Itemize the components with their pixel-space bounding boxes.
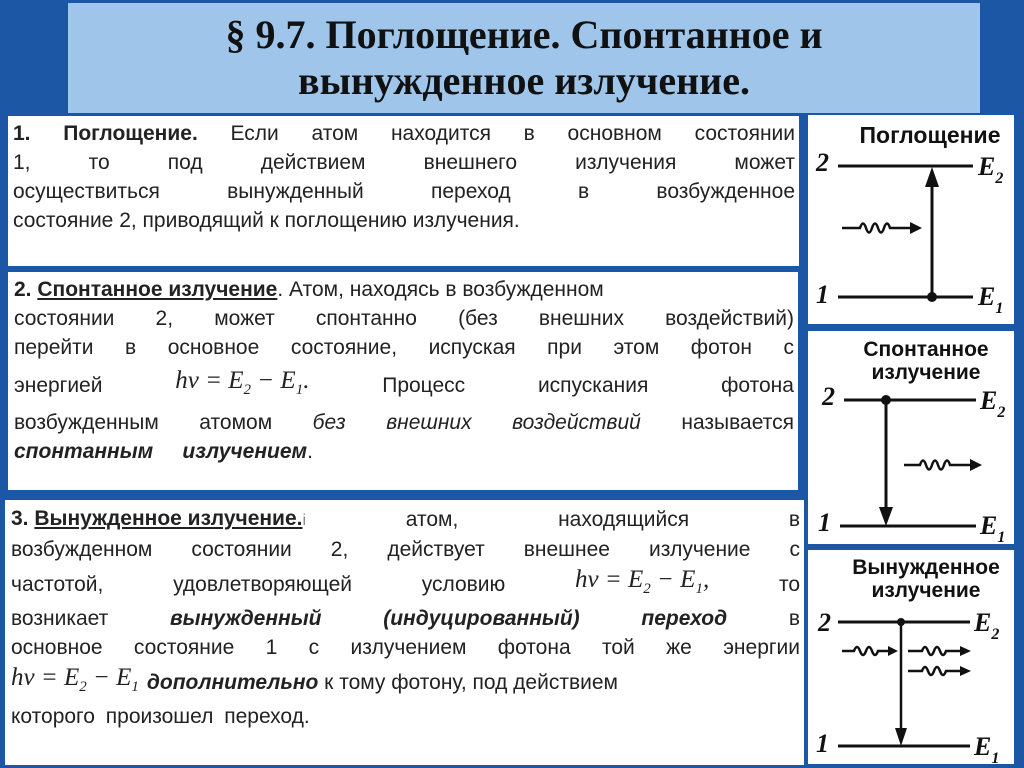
word: в	[788, 508, 800, 531]
emphasis: дополнительно	[146, 670, 319, 694]
spontaneous-text: . Атом, находясь в возбужденном	[277, 278, 604, 301]
upper-energy-label: $E_2$	[978, 152, 1004, 187]
condition-formula: $h\nu = E_2 - E_1$,	[575, 565, 710, 597]
word: находящийся	[558, 508, 690, 531]
photon-wave-icon	[904, 459, 982, 471]
upper-level-number: 2	[822, 382, 835, 411]
stimulated-diagram	[808, 550, 1014, 764]
spontaneous-panel	[8, 272, 798, 490]
slide-title	[68, 3, 980, 113]
upper-energy-label: $E_2$	[974, 608, 1000, 643]
word: атом,	[405, 508, 459, 531]
photon-wave-icon	[842, 222, 922, 234]
stimulated-line-5: основное состояние 1 с излучением фотона той же энергии	[11, 636, 800, 659]
word: частотой,	[11, 572, 104, 596]
upper-level-number: 2	[816, 148, 829, 177]
word: возбужденное	[656, 180, 795, 203]
lower-energy-label: $E_1$	[980, 511, 1006, 544]
absorption-term: Поглощение.	[63, 122, 198, 145]
cut-char: i	[302, 512, 307, 529]
word: Процесс	[382, 373, 466, 397]
lower-level-number: 1	[818, 508, 831, 537]
lower-level-number: 1	[816, 280, 829, 309]
absorption-line-1	[13, 119, 795, 148]
word: то	[778, 572, 800, 596]
stimulated-term: Вынужденное излучение.	[34, 507, 303, 530]
stimulated-line-3	[11, 564, 800, 604]
diagram-title-line-1: Спонтанное	[863, 338, 989, 361]
diagram-title-line-2: излучение	[871, 361, 981, 384]
stimulated-line-4	[11, 604, 800, 633]
spontaneous-line-1	[14, 275, 794, 304]
text: к тому фотону, под действием	[318, 670, 618, 694]
word: фотона	[721, 373, 794, 397]
absorption-number: 1.	[13, 122, 31, 145]
word: то	[88, 151, 110, 174]
transition-arrow-icon	[879, 395, 893, 526]
word: под	[167, 151, 203, 174]
word: испускания	[537, 373, 649, 397]
spontaneous-line-2: состоянии 2, может спонтанно (без внешних воздействий)	[14, 307, 794, 330]
spontaneous-term: Спонтанное излучение	[37, 278, 278, 301]
spontaneous-line-6	[14, 437, 794, 466]
word: переход	[431, 180, 511, 203]
stimulated-line-2: возбужденном состоянии 2, действует внешнее излучение с	[11, 538, 800, 561]
word: излучения	[575, 151, 677, 174]
stimulated-number: 3.	[11, 507, 29, 530]
absorption-diagram	[808, 115, 1014, 324]
stimulated-line-1	[11, 504, 800, 535]
slide-title-line-2: вынужденное излучение.	[298, 58, 750, 103]
diagram-title-line-2: излучение	[871, 579, 981, 602]
emphasis: излучением	[182, 440, 308, 463]
upper-level-number: 2	[818, 608, 831, 637]
text: возбужденным атомом	[14, 411, 313, 434]
diagram-title: Поглощение	[859, 122, 1001, 148]
word: вынужденный	[227, 180, 364, 203]
emphasis: спонтанным	[14, 440, 154, 463]
text: в	[727, 607, 800, 630]
word: условию	[421, 572, 506, 596]
transition-arrow-icon	[925, 167, 939, 302]
emphasis: без внешних воздействий	[312, 411, 641, 434]
upper-energy-label: $E_2$	[980, 386, 1006, 421]
lower-level-number: 1	[816, 729, 829, 758]
energy-formula: $h\nu = E_2 - E_1$.	[175, 366, 310, 398]
spontaneous-line-4	[14, 362, 794, 408]
absorption-panel	[8, 116, 799, 266]
absorption-text: Если атом находится в основном состоянии	[230, 122, 796, 145]
word: может	[734, 151, 795, 174]
stimulated-line-7: которого произошел переход.	[11, 705, 310, 728]
spontaneous-number: 2.	[14, 278, 32, 301]
word: осуществиться	[13, 180, 160, 203]
slide-title-line-1: § 9.7. Поглощение. Спонтанное и	[225, 12, 823, 57]
lower-energy-label: $E_1$	[974, 732, 1000, 764]
word: энергией	[14, 373, 103, 397]
lower-energy-label: $E_1$	[978, 282, 1004, 317]
text: .	[307, 440, 313, 463]
spontaneous-line-5	[14, 408, 794, 437]
word: 1,	[13, 151, 31, 174]
stimulated-line-6	[11, 662, 800, 702]
photon-wave-icon	[908, 666, 971, 676]
text: называется	[640, 411, 794, 434]
photon-wave-icon	[908, 646, 971, 656]
absorption-line-3	[13, 177, 795, 206]
emphasis: вынужденный (индуцированный) переход	[170, 607, 728, 630]
word: удовлетворяющей	[173, 572, 352, 596]
word: внешнего	[423, 151, 518, 174]
spontaneous-line-3: перейти в основное состояние, испуская при этом фотон с	[14, 336, 794, 359]
absorption-line-4: состояние 2, приводящий к поглощению излучения.	[13, 209, 520, 232]
spontaneous-diagram	[808, 331, 1014, 544]
word: действием	[260, 151, 366, 174]
word: в	[577, 180, 590, 203]
absorption-line-2	[13, 148, 795, 177]
transition-arrow-icon	[895, 618, 907, 746]
diagram-title-line-1: Вынужденное	[852, 556, 1000, 579]
stimulated-panel	[5, 500, 804, 765]
photon-wave-icon	[842, 646, 898, 656]
energy-formula: $h\nu = E_2 - E_1$	[11, 663, 139, 695]
text: возникает	[11, 607, 170, 630]
